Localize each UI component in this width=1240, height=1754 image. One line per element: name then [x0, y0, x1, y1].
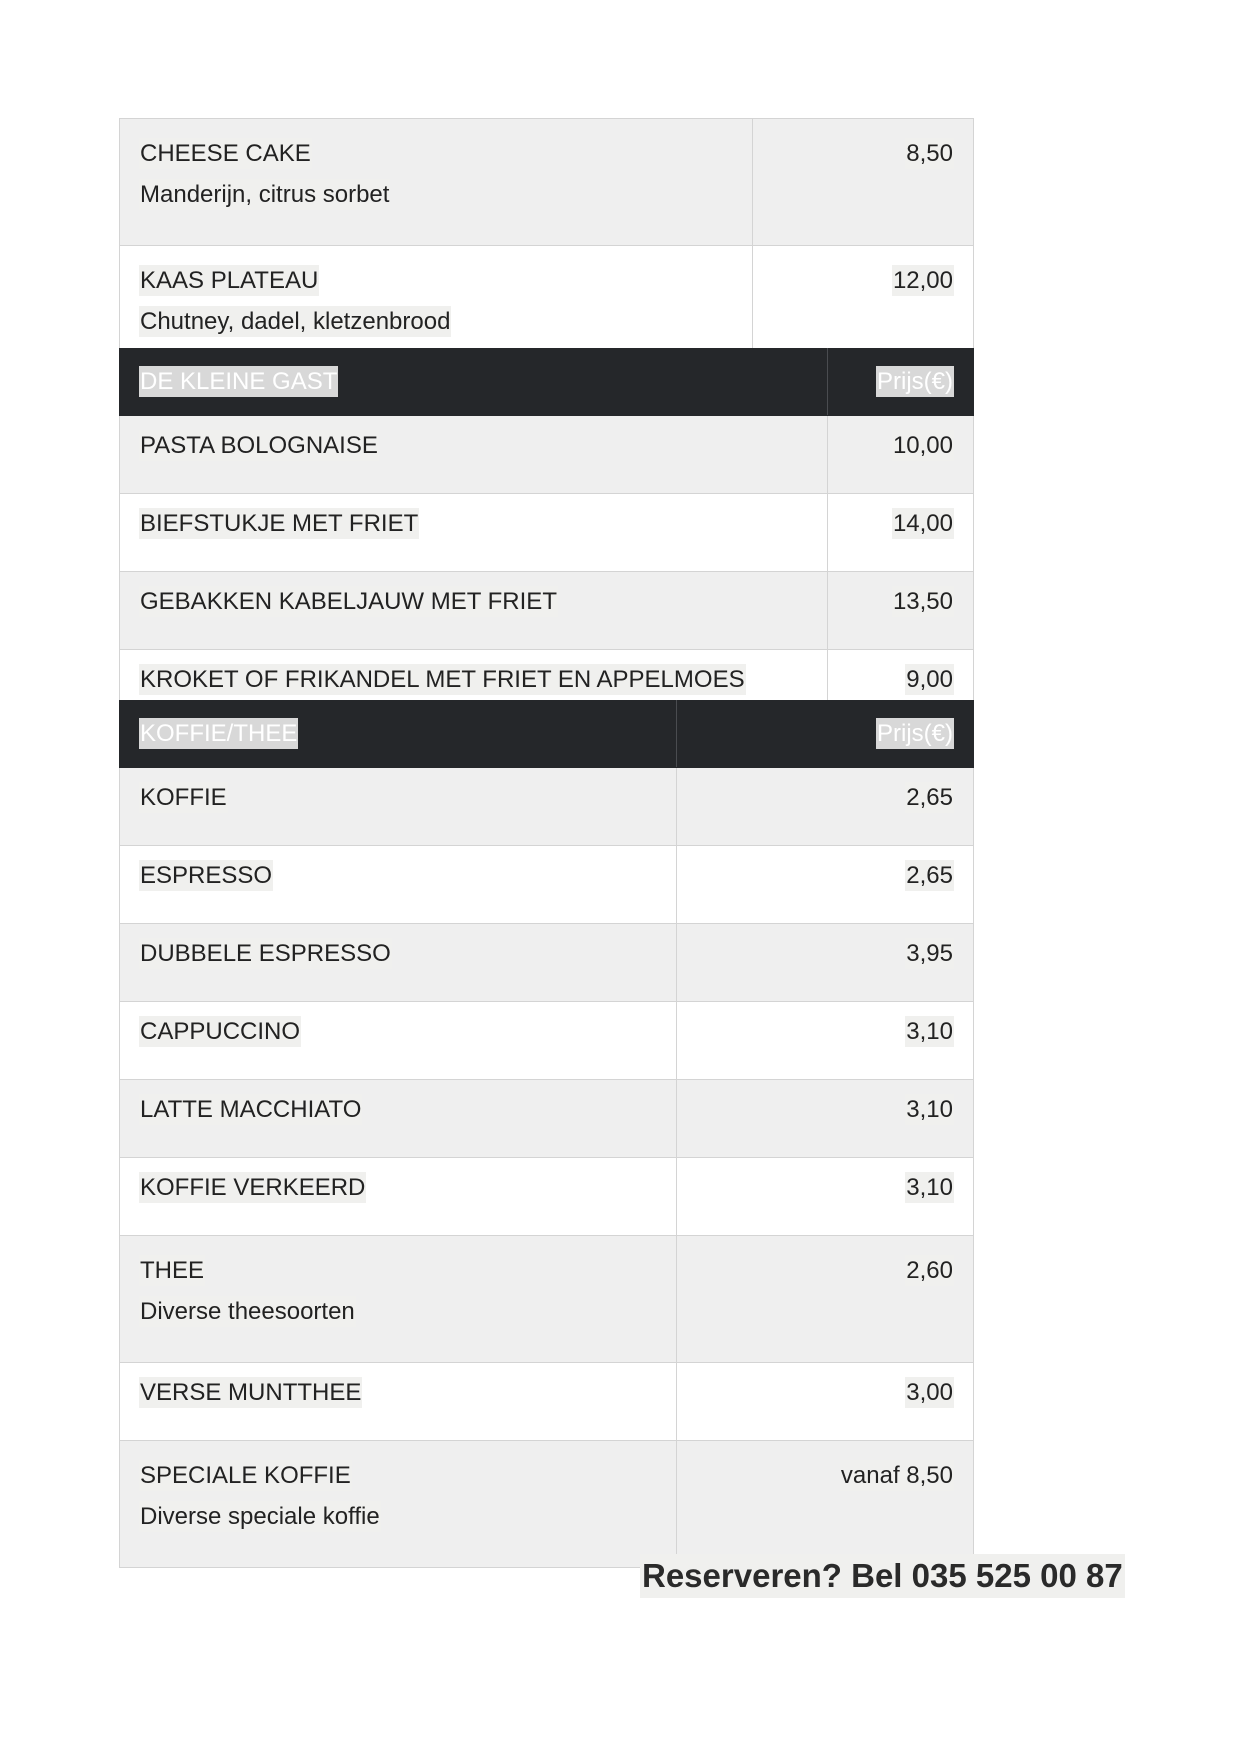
menu-item-name: VERSE MUNTTHEE — [140, 1379, 362, 1406]
price-heading-cell — [828, 349, 974, 416]
menu-item-row — [120, 1158, 974, 1236]
table-header-row — [120, 701, 974, 768]
menu-item-name: PASTA BOLOGNAISE — [140, 432, 378, 459]
menu-item-name: KROKET OF FRIKANDEL MET FRIET EN APPELMOES — [140, 666, 745, 693]
menu-item-description: Manderijn, citrus sorbet — [140, 181, 390, 208]
menu-item-row — [120, 924, 974, 1002]
menu-item-row — [120, 1441, 974, 1568]
menu-item-cell — [120, 119, 753, 246]
menu-item-name: THEE — [140, 1257, 205, 1284]
menu-item-price: 12,00 — [892, 267, 953, 294]
menu-item-price: 10,00 — [892, 432, 953, 459]
menu-item-name: CHEESE CAKE — [140, 140, 311, 167]
menu-item-name: GEBAKKEN KABELJAUW MET FRIET — [140, 588, 557, 615]
menu-item-row — [120, 494, 974, 572]
menu-item-price: 3,95 — [906, 940, 953, 967]
menu-item-row — [120, 1002, 974, 1080]
menu-item-row — [120, 846, 974, 924]
menu-item-name: SPECIALE KOFFIE — [140, 1462, 351, 1489]
menu-item-description: Diverse speciale koffie — [140, 1503, 380, 1530]
menu-item-price: 3,10 — [906, 1174, 953, 1201]
menu-item-description: Chutney, dadel, kletzenbrood — [140, 308, 451, 335]
price-heading: Prijs(€) — [877, 720, 953, 747]
price-heading: Prijs(€) — [877, 368, 953, 395]
menu-item-price: vanaf 8,50 — [840, 1462, 953, 1489]
menu-item-name: KOFFIE VERKEERD — [140, 1174, 366, 1201]
menu-item-row — [120, 572, 974, 650]
menu-item-row — [120, 1236, 974, 1363]
menu-item-price: 8,50 — [906, 140, 953, 167]
menu-item-price: 14,00 — [892, 510, 953, 537]
menu-item-name: CAPPUCCINO — [140, 1018, 301, 1045]
menu-item-price-cell — [753, 119, 974, 246]
menu-item-name: DUBBELE ESPRESSO — [140, 940, 391, 967]
menu-item-price: 13,50 — [892, 588, 953, 615]
menu-item-name: KOFFIE — [140, 784, 227, 811]
menu-item-price: 3,10 — [906, 1018, 953, 1045]
menu-item-price: 2,65 — [906, 862, 953, 889]
menu-item-description: Diverse theesoorten — [140, 1298, 355, 1325]
menu-item-price: 2,60 — [906, 1257, 953, 1284]
menu-item-name: LATTE MACCHIATO — [140, 1096, 362, 1123]
kids-menu-table — [119, 348, 974, 728]
section-heading-cell — [120, 349, 828, 416]
menu-item-price: 3,10 — [906, 1096, 953, 1123]
menu-item-row — [120, 1080, 974, 1158]
menu-item-name: KAAS PLATEAU — [140, 267, 319, 294]
coffee-tea-table — [119, 700, 974, 1568]
menu-item-row — [120, 416, 974, 494]
section-heading: DE KLEINE GAST — [140, 368, 338, 395]
menu-item-price: 3,00 — [906, 1379, 953, 1406]
menu-item-price: 2,65 — [906, 784, 953, 811]
section-heading-cell — [120, 701, 677, 768]
menu-item-row — [120, 1363, 974, 1441]
table-header-row — [120, 349, 974, 416]
reservation-phone-text: Reserveren? Bel 035 525 00 87 — [640, 1554, 1125, 1598]
price-heading-cell — [677, 701, 974, 768]
menu-item-price: 9,00 — [906, 666, 953, 693]
menu-item-name: ESPRESSO — [140, 862, 273, 889]
menu-item-name: BIEFSTUKJE MET FRIET — [140, 510, 419, 537]
menu-item-row — [120, 119, 974, 246]
section-heading: KOFFIE/THEE — [140, 720, 298, 747]
menu-item-row — [120, 768, 974, 846]
desserts-table — [119, 118, 974, 373]
